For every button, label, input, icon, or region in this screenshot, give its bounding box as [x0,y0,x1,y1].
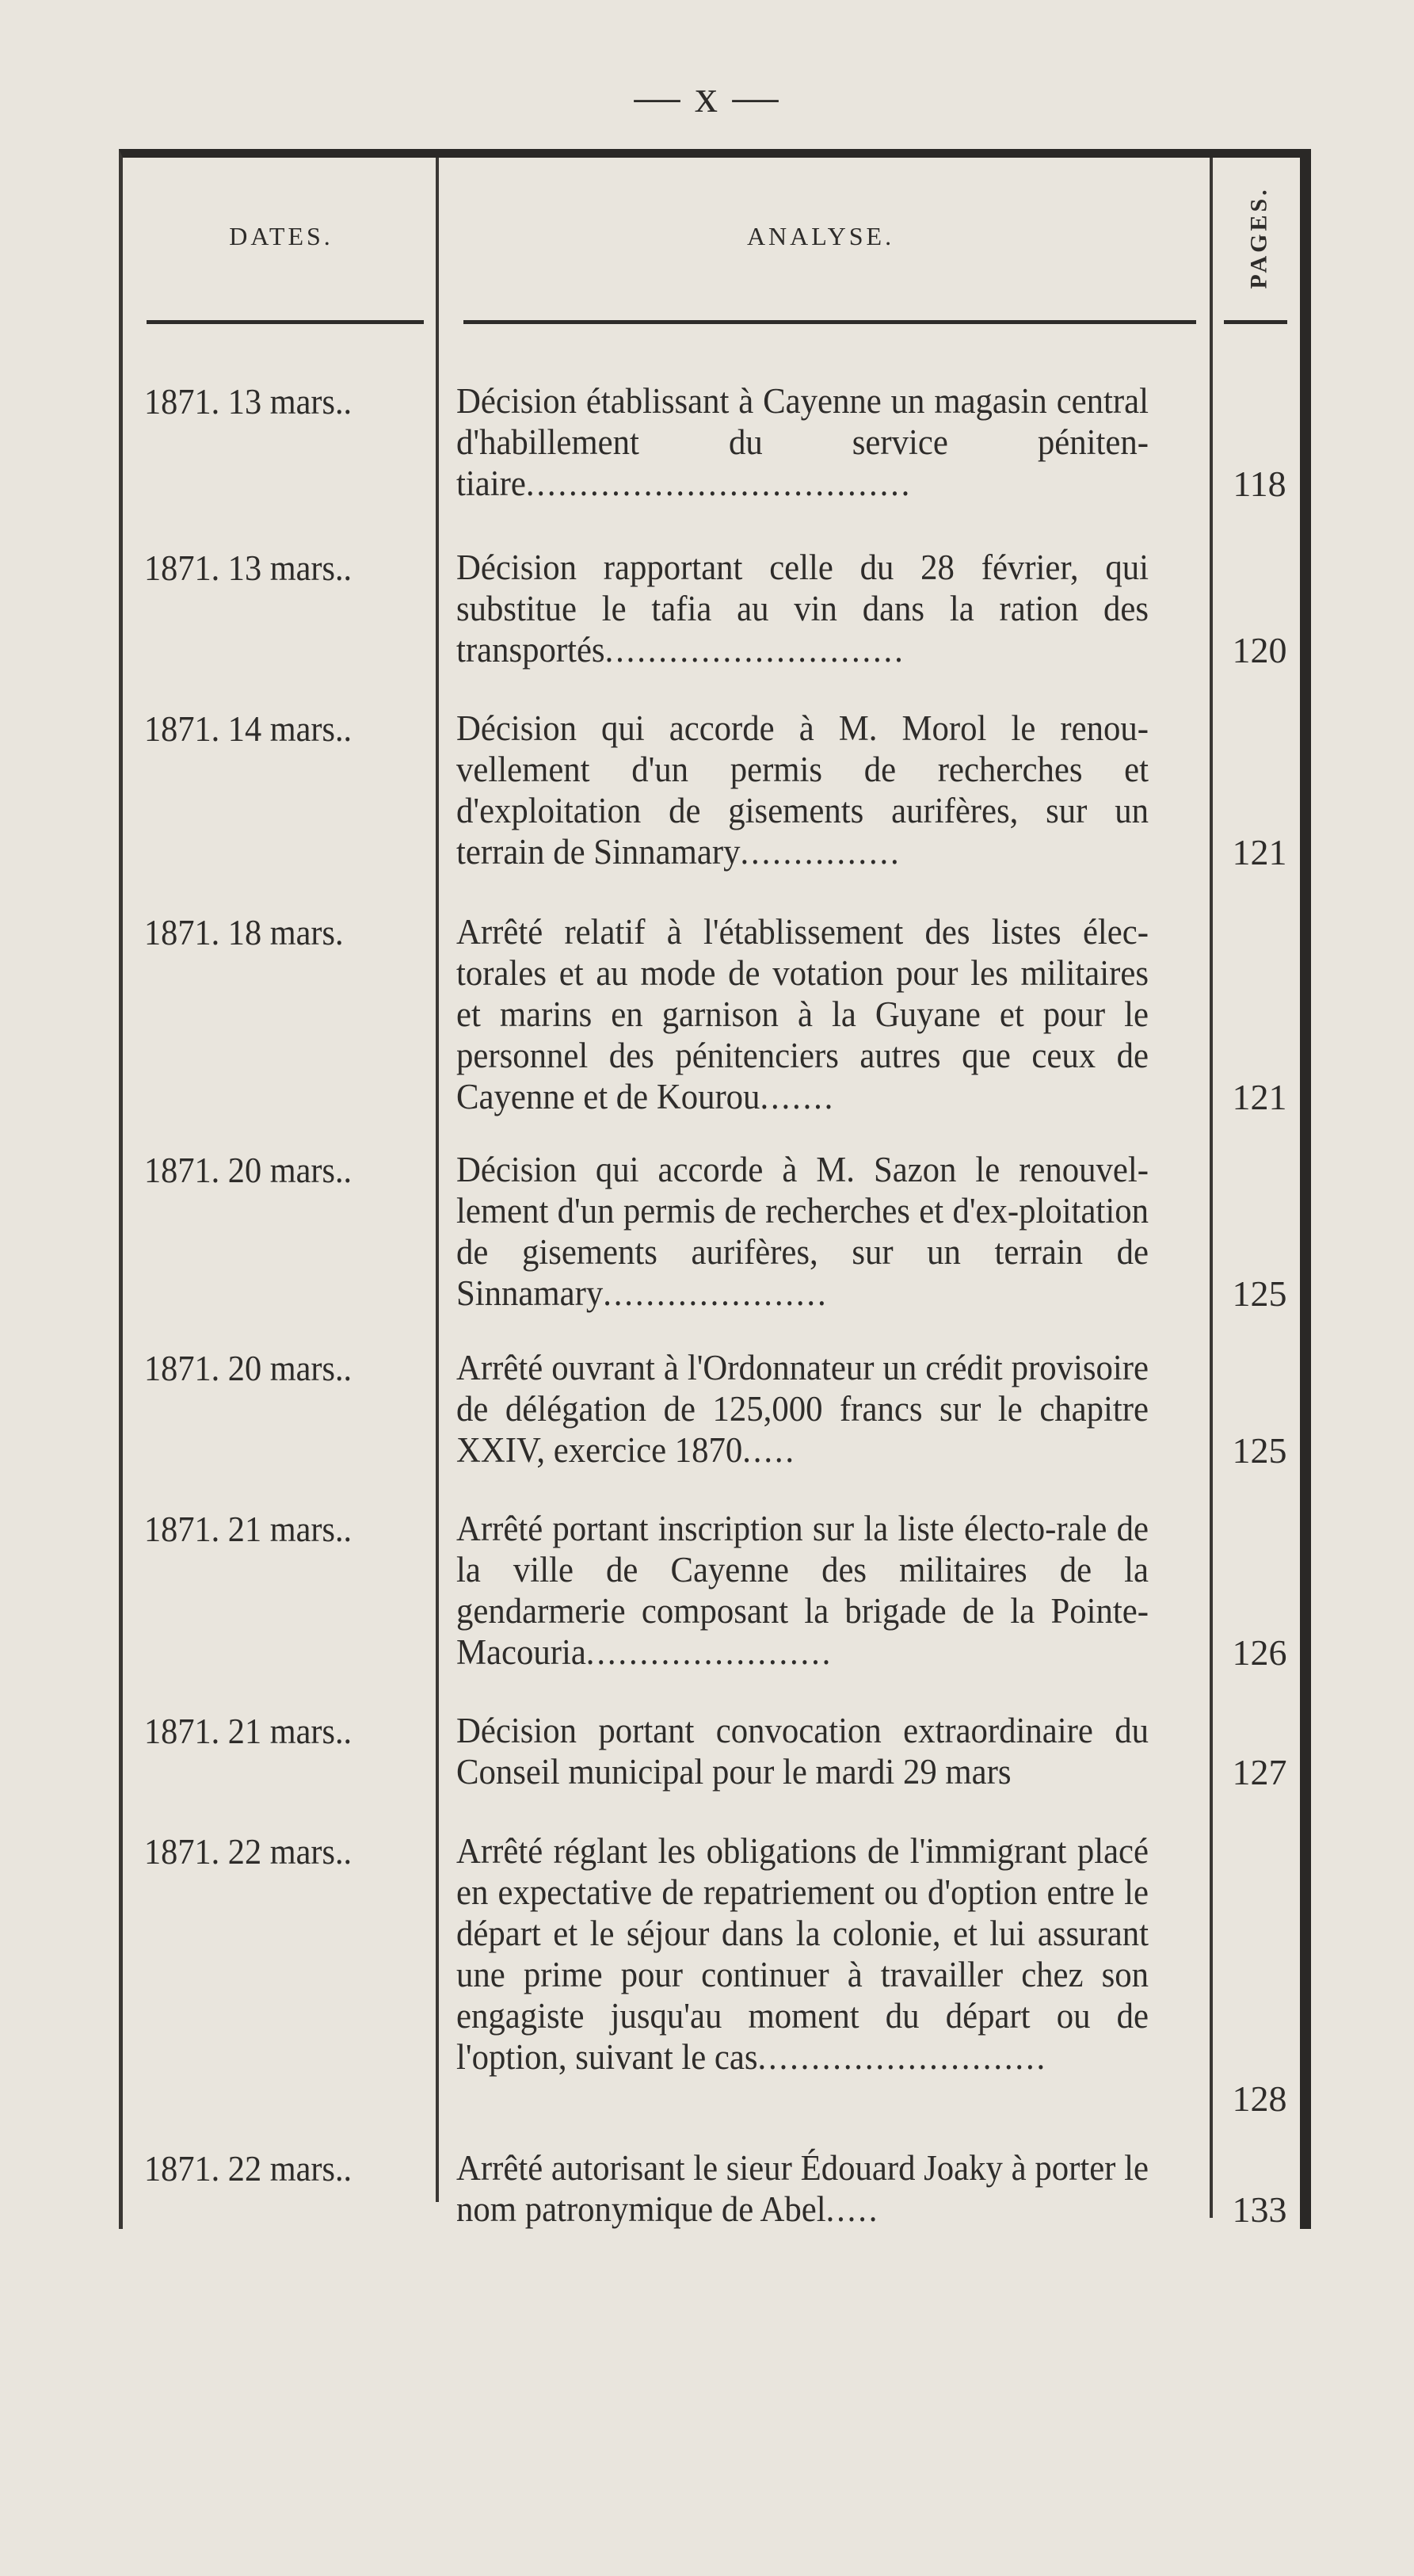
header-rule-dates [147,320,424,324]
column-header-dates: DATES. [229,222,333,250]
entry-page: 118 [1233,464,1286,504]
entry-date: 1871. 21 mars.. [144,1509,353,1549]
column-header-pages-label: PAGES. [1246,186,1273,289]
entry-date: 1871. 21 mars.. [144,1711,353,1751]
entry-page: 121 [1232,1077,1287,1117]
entry-analysis: Décision portant convocation extraordinaire du Conseil municipal pour le mardi 29 mars [456,1711,1149,1792]
header-rule-analyse [463,320,1196,324]
entry-analysis: Décision qui accorde à M. Morol le renou-vellement d'un permis de recherches et d'exploitation de gisements aurifères, sur un terrain de Sinnamary............... [456,708,1149,872]
column-divider-analyse [1210,158,1213,2218]
entry-analysis: Arrêté autorisant le sieur Édouard Joaky à porter le nom patronymique de Abel..... [456,2148,1149,2229]
column-header-analyse: ANALYSE. [746,222,895,250]
entry-page: 133 [1232,2189,1287,2230]
entry-analysis: Décision rapportant celle du 28 février, qui substitue le tafia au vin dans la ration des transportés............................ [456,548,1149,670]
entry-page: 127 [1232,1752,1287,1792]
entry-page: 120 [1232,630,1287,670]
entry-analysis: Arrêté ouvrant à l'Ordonnateur un crédit provisoire de délégation de 125,000 francs sur le chapitre XXIV, exercice 1870..... [456,1348,1149,1470]
entry-analysis: Arrêté réglant les obligations de l'immigrant placé en expectative de repatriement ou d'option entre le départ et le séjour dans la colonie, et lui assurant une prime pour continuer à travailler chez son engagiste jusqu'au moment du départ ou de l'option, suivant le cas........................... [456,1831,1149,2077]
entry-date: 1871. 20 mars.. [144,1348,353,1388]
entry-analysis: Décision qui accorde à M. Sazon le renouvel-lement d'un permis de recherches et d'ex-ploitation de gisements aurifères, sur un terrain de Sinnamary..................... [456,1150,1149,1313]
entry-date: 1871. 22 mars.. [144,1831,353,1872]
page-number: — x — [634,71,780,122]
entry-date: 1871. 13 mars.. [144,548,353,588]
entry-page: 126 [1232,1632,1287,1673]
entry-analysis: Arrêté portant inscription sur la liste électo-rale de la ville de Cayenne des militaires de la gendarmerie composant la brigade de la Pointe-Macouria....................... [456,1509,1149,1672]
entry-page: 121 [1232,832,1287,872]
entry-date: 1871. 14 mars.. [144,708,353,749]
entry-page: 125 [1232,1273,1287,1314]
entry-page: 128 [1232,2078,1287,2119]
entry-date: 1871. 20 mars.. [144,1150,353,1190]
entry-analysis: Décision établissant à Cayenne un magasin central d'habillement du service péniten-tiaire.................................... [456,381,1149,503]
entry-analysis: Arrêté relatif à l'établissement des listes élec-torales et au mode de votation pour les militaires et marins en garnison à la Guyane et pour le personnel des pénitenciers autres que ceux de Cayenne et de Kourou....... [456,912,1149,1116]
entry-date: 1871. 13 mars.. [144,381,353,422]
column-divider-dates [436,158,439,2202]
entry-page: 125 [1232,1430,1287,1471]
header-rule-pages [1224,320,1287,324]
column-header-pages [1216,166,1303,309]
entry-date: 1871. 18 mars. [144,912,344,952]
entry-date: 1871. 22 mars.. [144,2148,353,2189]
